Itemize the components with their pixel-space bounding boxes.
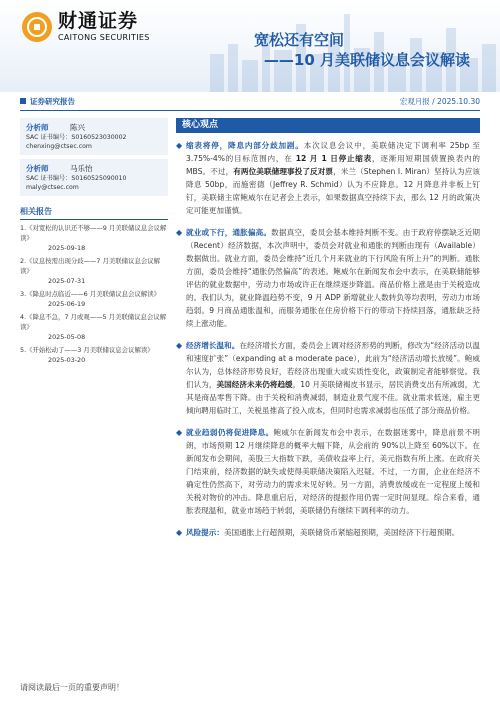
coin-logo-icon [22, 12, 52, 42]
analyst-card [20, 159, 168, 196]
diamond-bullet-icon: ◆ [176, 141, 183, 150]
sidebar [20, 118, 168, 368]
analyst-label: 分析师 [26, 123, 49, 132]
point-body: 在经济增长方面，委员会上调对经济形势的判断，修改为“经济活动以温和速度扩张”（expanding at a moderate pace），此前为“经济活动增长放缓”。鲍威尔认为，总体经济形势良好，若经济出现重大或实质性变化，政策制定者能够察觉。我们认为， [186, 341, 480, 389]
core-point-text [186, 226, 480, 330]
report-header [0, 0, 500, 92]
core-point-3 [176, 339, 480, 417]
related-report-title: 1.《对宽松的认识还不够——9 月美联储议息会议解读》 [20, 224, 167, 242]
report-type-label: 证券研究报告 [30, 97, 75, 106]
brand-logo [22, 10, 150, 43]
point-lead: 经济增长温和。 [186, 341, 240, 350]
diamond-bullet-icon: ◆ [176, 528, 183, 537]
point-emphasis: 12 月 1 日停止缩表 [295, 154, 373, 163]
point-body: 数据真空，委员会基本维持判断不变。由于政府停摆缺乏近期（Recent）经济数据，本次声明中，委员会对就业和通胀的判断由现有（Available）数据做出。就业方面，委员会维持“近几个月来就业的下行风险有所上升”的判断。通胀方面，委员会维持“通胀仍然偏高”的表述。鲍威尔在新闻发布会中表示，在美联储能够评估的就业数据中，劳动力市场或许正在继续逐步降温。商品价格上涨是由于关税造成的。我们认为，就业降温趋势不变，9 月 ADP 新增就业人数转负等均表明，劳动力市场趋弱。9 月商品通胀温和，而服务通胀在住房价格下行的带动下持续回落，通胀缺乏持续上涨动能。 [186, 228, 481, 328]
related-report-title: 5.《开始松动了——3 月美联储议息会议解读》 [20, 346, 154, 354]
analyst-email[interactable]: maly@ctsec.com [26, 184, 79, 191]
point-body: ，10 月美联储褐皮书显示，居民消费支出有所减弱，尤其是商品零售下降。由于关税和消费减弱，制造业景气度不佳。就业需求低迷，雇主更倾向聘用临时工，关税虽推高了投入成本，但同时也需求减弱也压低了部分商品价格。 [186, 380, 481, 415]
related-report-title: 4.《降息不急，7 月或观——5 月美联储议息会议解读》 [20, 313, 167, 331]
analyst-email[interactable]: chenxing@ctsec.com [26, 143, 92, 150]
core-point-4 [176, 426, 480, 517]
related-report-item[interactable] [20, 289, 168, 309]
core-point-text [186, 139, 480, 217]
report-title [254, 30, 470, 70]
related-report-date: 2025-03-20 [48, 356, 86, 364]
diamond-bullet-icon: ◆ [176, 428, 183, 437]
point-lead: 缩表将停，降息内部分歧加剧。 [186, 141, 304, 150]
disclaimer-note: 请阅读最后一页的重要声明！ [20, 683, 124, 692]
related-report-item[interactable] [20, 312, 168, 342]
header-divider [20, 110, 480, 111]
analyst-name: 马乐怡 [70, 164, 93, 173]
core-view-heading: 核心观点 [176, 118, 480, 133]
title-line-2: ——10 月美联储议息会议解读 [263, 51, 470, 69]
related-reports-title: 相关报告 [20, 206, 168, 220]
related-report-item[interactable] [20, 223, 168, 253]
brand-name-en: CAITONG SECURITIES [58, 33, 150, 42]
point-body: 鲍威尔在新闻发布会中表示，在数据迷雾中，降息前景不明朗，市场预期 12 月继续降息的概率大幅下降，从会前的 90%以上降至 60%以下。在新闻发布会期间，美股三大指数下跌，美债收益率上行，美元指数有所上涨。在政府关门结束前，经济数据的缺失或使得美联储决策陷入迟疑。不过，一方面，企业在经济不确定性仍然高下，对劳动力的需求未见好转。另一方面，消费放缓或在一定程度上缓和关税对物价的冲击。降息重启后，对经济的提振作用仍需一定时间显现。综合来看，通胀表现温和，就业市场趋于转弱，美联储仍有继续下调利率的动力。 [186, 428, 480, 515]
risk-body: 美国通胀上行超预期，美联储货币紧缩超预期，美国经济下行超预期。 [223, 528, 460, 537]
brand-name-cn: 财通证券 [58, 10, 139, 32]
risk-lead: 风险提示： [186, 528, 224, 537]
subheader [20, 96, 480, 108]
report-type [20, 96, 75, 108]
point-lead: 就业趋弱仍将促进降息。 [186, 428, 274, 437]
report-category-date: 宏观月报 / 2025.10.30 [399, 97, 480, 106]
analyst-card [20, 118, 168, 155]
point-body: ，米兰（Stephen I. Miran）坚持认为应该降息 50bp，而施密德（Jeffrey R. Schmid）认为不应降息。12 月降息并非板上钉钉，美联储主席鲍威尔在记者会上表示，如果数据真空持续下去，那么 12 月的政策决定可能更加谨慎。 [186, 167, 480, 215]
related-report-title: 3.《降息时点临近——6 月美联储议息会议解读》 [20, 290, 161, 298]
related-report-item[interactable] [20, 256, 168, 286]
square-bullet-icon [20, 98, 26, 104]
diamond-bullet-icon: ◆ [176, 228, 183, 237]
related-report-date: 2025-05-08 [48, 333, 86, 341]
related-report-date: 2025-07-31 [48, 277, 86, 285]
analyst-cert: SAC 证书编号：S0160525090010 [26, 175, 127, 182]
point-body: ，逐渐用短期国债置换表内的 MBS。不过， [186, 154, 480, 176]
diamond-bullet-icon: ◆ [176, 341, 183, 350]
core-point-text [186, 339, 480, 417]
title-line-1: 宽松还有空间 [253, 31, 344, 49]
analyst-name: 陈兴 [70, 123, 85, 132]
point-emphasis: 美国经济未来仍将趋缓 [216, 380, 293, 389]
related-report-date: 2025-09-18 [48, 244, 86, 252]
risk-warning-text [186, 526, 459, 539]
core-point-text [186, 426, 480, 517]
point-body: 本次议息会议中，美联储决定下调利率 25bp 至 3.75%-4%的目标范围内，在 [186, 141, 480, 163]
analyst-label: 分析师 [26, 164, 49, 173]
point-emphasis: 有两位美联储理事投了反对票 [233, 167, 334, 176]
related-report-item[interactable] [20, 345, 168, 365]
core-point-1 [176, 139, 480, 217]
related-report-title: 2.《议息按需出现分歧——7 月美联储议息会议解读》 [20, 257, 161, 275]
main-content [176, 118, 480, 548]
risk-warning [176, 526, 480, 539]
core-point-2 [176, 226, 480, 330]
analyst-cert: SAC 证书编号：S0160523030002 [26, 134, 127, 141]
related-report-date: 2025-06-19 [48, 300, 86, 308]
point-lead: 就业或下行，通胀偏高。 [186, 228, 272, 237]
